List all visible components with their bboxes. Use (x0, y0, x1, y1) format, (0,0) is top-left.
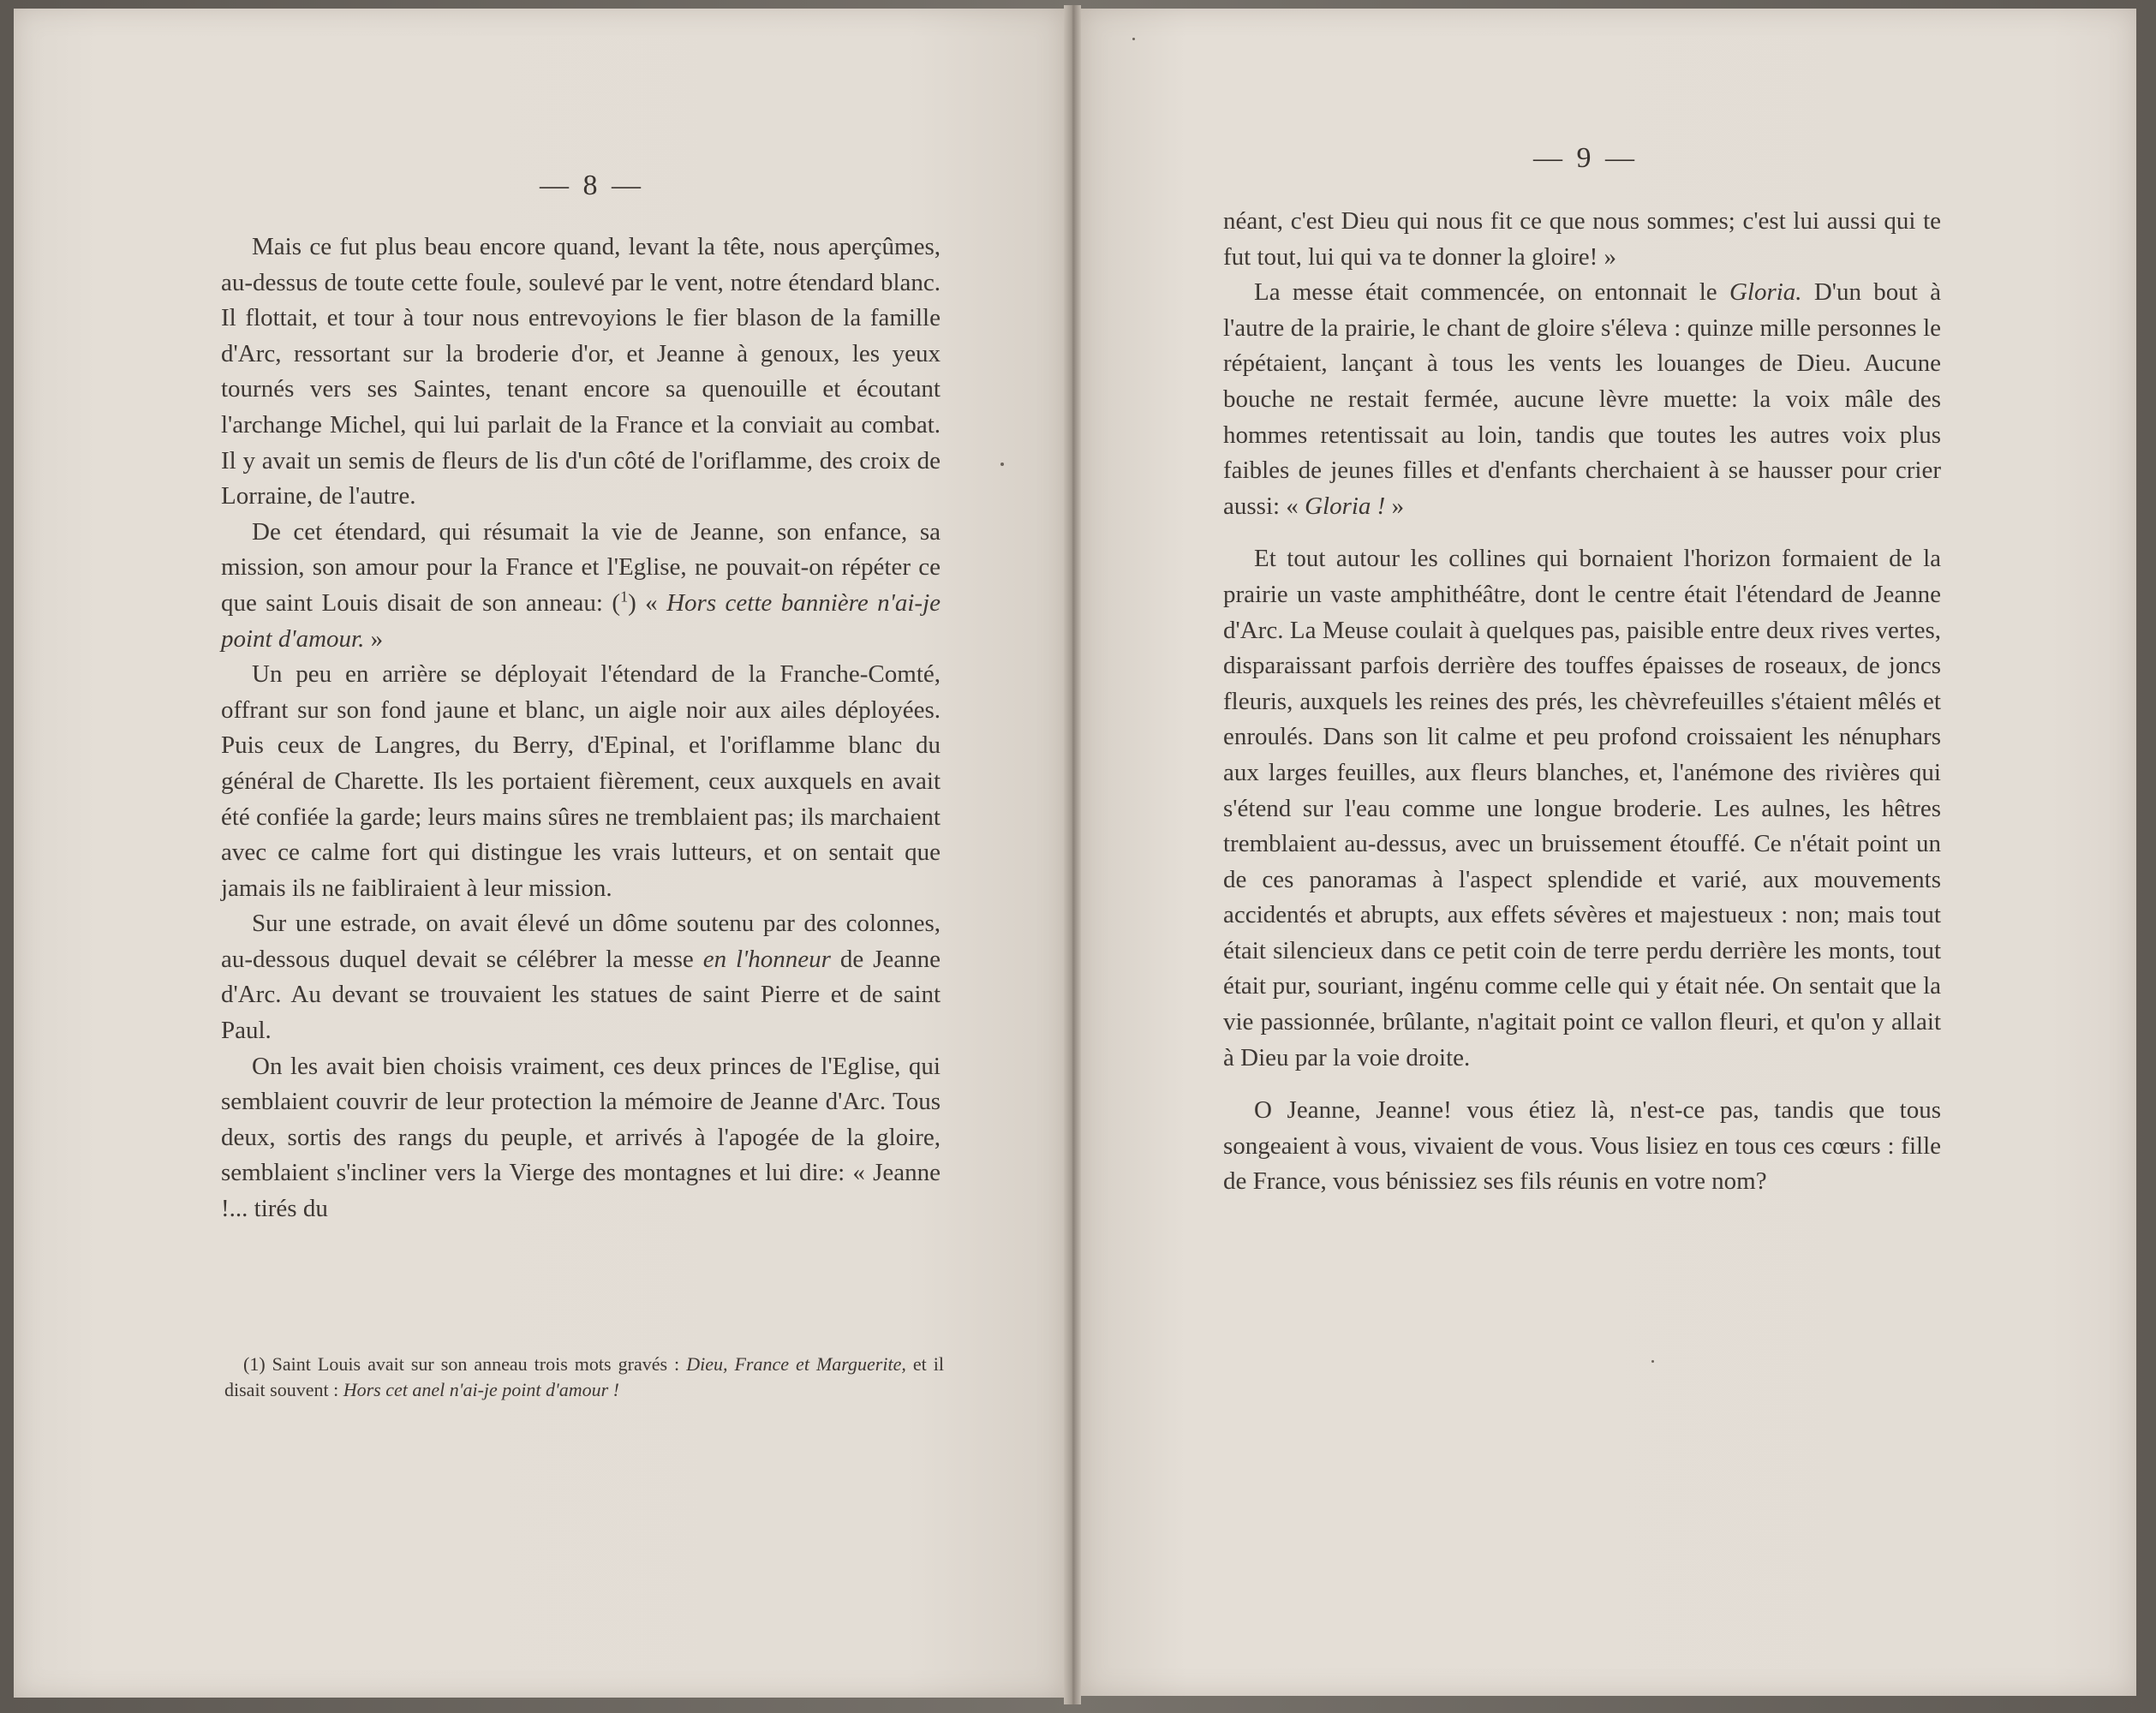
paragraph: Mais ce fut plus beau encore quand, levant la tête, nous aperçûmes, au-dessus de toute cette foule, soulevé par le vent, notre étendard blanc. Il flottait, et tour à tour nous entrevoyions le fier blason de la famille d'Arc, ressortant sur la broderie d'or, et Jeanne à genoux, les yeux tournés vers ses Saintes, tenant encore sa quenouille et écoutant l'archange Michel, qui lui parlait de la France et la conviait au combat. Il y avait un semis de fleurs de lis d'un côté de l'oriflamme, des croix de Lorraine, de l'autre. (221, 233, 941, 510)
paragraph: néant, c'est Dieu qui nous fit ce que nous sommes; c'est lui aussi qui te fut tout, lui qui va te donner la gloire! » (1223, 207, 1941, 271)
text-run: D'un bout à l'autre de la prairie, le chant de gloire s'éleva : quinze mille personnes le répétaient, lançant à tous les vents les louanges de Dieu. Aucune bouche ne restait fermée, aucune lèvre muette: la voix mâle des hommes retentissait au loin, tandis que toutes les autres voix plus faibles de jeunes filles et d'enfants cherchaient à se hausser pour crier aussi: « (1223, 278, 1942, 520)
footnote-italic: Dieu, France et Marguerite, (686, 1353, 906, 1375)
footnote (224, 1352, 944, 1403)
paragraph: O Jeanne, Jeanne! vous étiez là, n'est-ce pas, tandis que tous songeaient à vous, vivaient de vous. Vous lisiez en tous ces cœurs : fille de France, vous bénissiez ses fils réunis en votre nom? (1223, 1096, 1941, 1196)
text-run: La messe était commencée, on entonnait le (1254, 278, 1729, 307)
italic-quote: Hors cette bannière n'ai-je point d'amour. (221, 588, 941, 653)
italic-phrase: en l'honneur (702, 945, 831, 973)
footnote-text: (1) Saint Louis avait sur son anneau trois mots gravés : (243, 1353, 687, 1375)
left-page-text (221, 230, 941, 1227)
paragraph: Un peu en arrière se déployait l'étendard de la Franche-Comté, offrant sur son fond jaune et blanc, un aigle noir aux ailes déployées. Puis ceux de Langres, du Berry, d'Epinal, et l'oriflamme blanc du général de Charette. Ils les portaient fièrement, ceux auxquels en avait été confiée la garde; leurs mains sûres ne tremblaient pas; ils marchaient avec ce calme fort qui distingue les vrais lutteurs, et on sentait que jamais ils ne faibliraient à leur mission. (221, 660, 941, 902)
paragraph: On les avait bien choisis vraiment, ces deux princes de l'Eglise, qui semblaient couvrir de leur protection la mémoire de Jeanne d'Arc. Tous deux, sortis des rangs du peuple, et arrivés à l'apogée de la gloire, semblaient s'incliner vers la Vierge des montagnes et lui dire: « Jeanne !... tirés du (221, 1052, 941, 1223)
footnote-text: et il disait souvent : (224, 1353, 944, 1400)
paragraph (221, 906, 941, 1048)
paper-speck (1000, 463, 1004, 466)
text-run: De cet étendard, qui résumait la vie de Jeanne, son enfance, sa mission, son amour pour la France et l'Eglise, ne pouvait-on répéter ce que saint Louis disait de son anneau: ( (221, 517, 941, 617)
text-run: » (364, 624, 384, 653)
paper-speck (1132, 38, 1135, 40)
page-number-left: — 8 — (540, 170, 644, 201)
text-run: de Jeanne d'Arc. Au devant se trouvaient les statues de saint Pierre et de saint Paul. (221, 945, 941, 1045)
footnote-reference: 1 (620, 588, 629, 606)
paragraph: Et tout autour les collines qui bornaient l'horizon formaient de la prairie un vaste amphithéâtre, dont le centre était l'étendard de Jeanne d'Arc. La Meuse coulait à quelques pas, paisible entre deux rives vertes, disparaissant parfois derrière des touffes épaisses de roseaux, de joncs fleuris, auxquels les reines des prés, les chèvrefeuilles s'étaient mêlés et enroulés. Dans son lit calme et peu profond croissaient les nénuphars aux larges feuilles, aux fleurs blanches, et, l'anémone des rivières qui s'étend sur l'eau comme une longue broderie. Les aulnes, les hêtres tremblaient au-dessus, avec un bruissement étouffé. Ce n'était point un de ces panoramas à l'aspect splendide et varié, aux mouvements accidentés et abrupts, aux effets sévères et majestueux : non; mais tout était silencieux dans ce petit coin de terre perdu derrière les monts, tout était pur, souriant, ingénu comme celle qui y était née. On sentait que la vie passionnée, brûlante, n'agitait point ce vallon fleuri, et qu'on y allait à Dieu par la voie droite. (1223, 545, 1941, 1071)
text-run: Sur une estrade, on avait élevé un dôme soutenu par des colonnes, au-dessous duquel devait se célébrer la messe (221, 910, 941, 973)
right-page-text (1223, 204, 1941, 1200)
paragraph (221, 515, 941, 657)
text-run: ) « (628, 588, 667, 617)
text-run: » (1385, 492, 1405, 520)
book-gutter (1064, 5, 1081, 1704)
page-number-right: — 9 — (1533, 142, 1638, 174)
footnote-italic: Hors cet anel n'ai-je point d'amour ! (343, 1379, 619, 1400)
paper-speck (1651, 1360, 1654, 1363)
italic-quote: Gloria ! (1305, 492, 1386, 520)
paragraph (1223, 275, 1941, 524)
italic-word: Gloria. (1729, 278, 1802, 307)
